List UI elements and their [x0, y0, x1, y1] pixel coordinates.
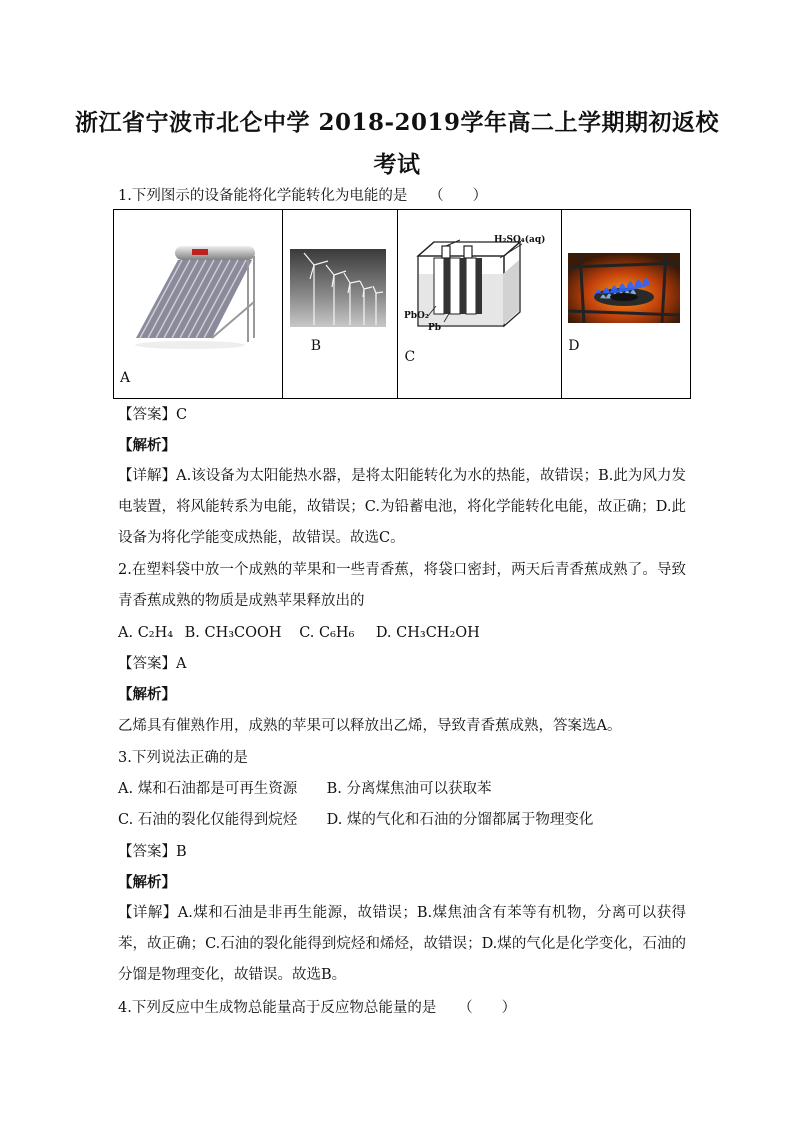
q1-answer: 【答案】C: [118, 407, 188, 423]
q3-analysis-head: 【解析】: [118, 874, 176, 891]
q3-option-d: D. 煤的气化和石油的分馏都属于物理变化: [326, 812, 594, 828]
q1-stem: 1.下列图示的设备能将化学能转化为电能的是 （ ）: [118, 188, 488, 204]
option-cell-c: [397, 210, 562, 399]
q1-options-table: [113, 209, 691, 399]
q3-stem: 3.下列说法正确的是: [118, 750, 248, 766]
q1-analysis-head: 【解析】: [118, 437, 176, 454]
q1-analysis: 【详解】A.该设备为太阳能热水器，是将太阳能转化为水的热能，故错误；B.此为风力发电装置，将风能转系为电能，故错误；C.为铅蓄电池，将化学能转化电能，故正确；D.此设备为将化学能变成热能，故错误。故选C。: [118, 468, 686, 546]
option-cell-d: [562, 210, 691, 399]
q4-stem: 4.下列反应中生成物总能量高于反应物总能量的是 （ ）: [118, 1000, 517, 1016]
q3-option-a: A. 煤和石油都是可再生资源: [118, 781, 298, 797]
wind-turbines-image: [290, 249, 386, 327]
battery-label-pbo2: PbO₂: [403, 311, 429, 321]
lead-acid-battery-diagram: [404, 234, 554, 334]
q3-option-b: B. 分离煤焦油可以获取苯: [326, 781, 492, 797]
battery-label-pb: Pb: [427, 323, 441, 333]
title-line-2: 考试: [373, 151, 421, 178]
q3-answer: 【答案】B: [118, 844, 187, 860]
battery-label-h2so4: H₂SO₄(aq): [493, 235, 545, 245]
q3-options-row-2: [118, 810, 688, 830]
q3-analysis: 【详解】A.煤和石油是非再生能源，故错误；B.煤焦油含有苯等有机物，分离可以获得苯，故正确；C.石油的裂化能得到烷烃和烯烃，故错误；D.煤的气化是化学变化，石油的分馏是物理变化，故错误。故选B。: [118, 905, 686, 983]
q2-options: [118, 623, 688, 643]
q2-option-a: A. C₂H₄: [118, 625, 174, 641]
q2-option-d: D. CH₃CH₂OH: [375, 625, 480, 641]
option-c-label: C: [404, 349, 416, 365]
option-b-label: B: [310, 338, 321, 354]
q2-analysis: 乙烯具有催熟作用，成熟的苹果可以释放出乙烯，导致青香蕉成熟，答案选A。: [118, 718, 622, 734]
option-a-label: A: [120, 370, 131, 386]
option-d-label: D: [568, 338, 580, 354]
q3-option-c: C. 石油的裂化仅能得到烷烃: [118, 812, 298, 828]
q2-answer: 【答案】A: [118, 656, 187, 672]
q2-analysis-head: 【解析】: [118, 686, 176, 703]
option-cell-b: [282, 210, 397, 399]
q3-options-row-1: [118, 779, 688, 799]
q2-stem: 2.在塑料袋中放一个成熟的苹果和一些青香蕉，将袋口密封，两天后青香蕉成熟了。导致青香蕉成熟的物质是成熟苹果释放出的: [118, 562, 686, 609]
title-line-1: 浙江省宁波市北仑中学 2018-2019学年高二上学期期初返校: [74, 109, 720, 136]
gas-stove-flame-image: [568, 253, 680, 323]
option-cell-a: [114, 210, 283, 399]
q2-option-b: B. CH₃COOH: [184, 625, 282, 641]
q2-option-c: C. C₆H₆: [299, 625, 355, 641]
solar-water-heater-image: [130, 242, 260, 352]
